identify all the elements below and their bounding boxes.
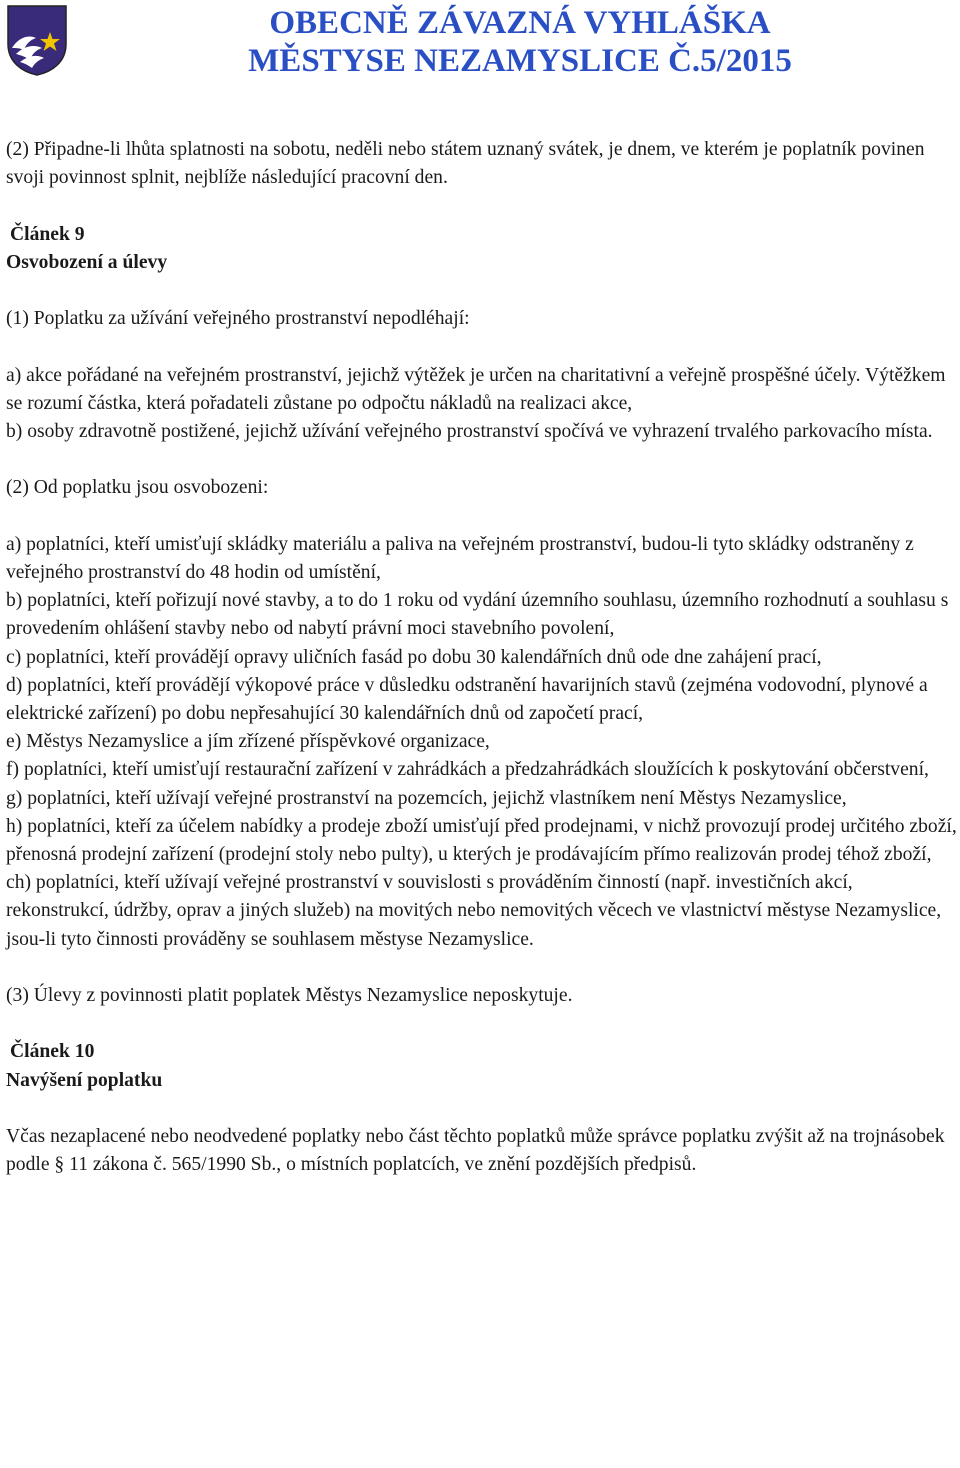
title-line-1: OBECNĚ ZÁVAZNÁ VYHLÁŠKA (269, 5, 771, 41)
list-item-art9-2f: f) poplatníci, kteří umisťují restaurační zařízení v zahrádkách a předzahrádkách sloužících k poskytování občerstvení, (6, 759, 929, 781)
paragraph-art9-3: (3) Úlevy z povinnosti platit poplatek Městys Nezamyslice neposkytuje. (6, 985, 573, 1006)
list-item-art9-2g: g) poplatníci, kteří užívají veřejné prostranství na pozemcích, jejichž vlastníkem není Městys Nezamyslice, (6, 787, 847, 809)
title-line-2: MĚSTYSE NEZAMYSLICE Č.5/2015 (248, 43, 792, 79)
paragraph-art9-1: (1) Poplatku za užívání veřejného prostranství nepodléhají: (6, 308, 470, 330)
list-item-art9-2a: a) poplatníci, kteří umisťují skládky materiálu a paliva na veřejném prostranství, budou-li tyto skládky odstraněny z veřejného prostranství do 48 hodin od umístění, (6, 533, 914, 583)
list-item-art9-2b: b) poplatníci, kteří pořizují nové stavby, a to do 1 roku od vydání územního souhlasu, územního rozhodnutí a souhlasu s provedením ohlášení stavby nebo od nabytí právní moci stavebního povolení, (6, 590, 949, 640)
document-title (160, 4, 880, 80)
document-header (0, 0, 960, 96)
list-item-art9-1a: a) akce pořádané na veřejném prostranství, jejichž výtěžek je určen na charitativní a veřejně prospěšné účely. Výtěžkem se rozumí částka, která pořadateli zůstane po odpočtu nákladů na realizaci akce, (6, 364, 946, 414)
list-item-art9-2d: d) poplatníci, kteří provádějí výkopové práce v důsledku odstranění havarijních stavů (zejména vodovodní, plynové a elektrické zařízení) po dobu nepřesahující 30 kalendářních dnů od započetí prací, (6, 674, 928, 724)
article-10-heading: Článek 10 (10, 1041, 95, 1063)
article-10-title: Navýšení poplatku (6, 1069, 163, 1091)
list-item-art9-2h: h) poplatníci, kteří za účelem nabídky a prodeje zboží umisťují před prodejnami, v nichž provozují prodej určitého zboží, přenosná prodejní zařízení (prodejní stoly nebo pulty), u kterých je prodávajícím přímo realizován prodej téhož zboží, (6, 815, 957, 865)
article-9-heading: Článek 9 (10, 223, 85, 245)
list-item-art9-1b: b) osoby zdravotně postižené, jejichž užívání veřejného prostranství spočívá ve vyhrazení trvalého parkovacího místa. (6, 420, 933, 442)
list-item-art9-2ch: ch) poplatníci, kteří užívají veřejné prostranství v souvislosti s prováděním činností (např. investičních akcí, rekonstrukcí, údržby, oprav a jiných služeb) na movitých nebo nemovitých věcech ve vlastnictví městyse Nezamyslice, jsou-li tyto činnosti prováděny se souhlasem městyse Nezamyslice. (6, 872, 942, 950)
coat-of-arms-icon (6, 4, 68, 76)
paragraph-art8-2: (2) Připadne-li lhůta splatnosti na sobotu, neděli nebo státem uznaný svátek, je dnem, ve kterém je poplatník povinen svoji povinnost splnit, nejblíže následující pracovní den. (6, 139, 925, 189)
paragraph-art9-2: (2) Od poplatku jsou osvobozeni: (6, 477, 269, 499)
paragraph-art10: Včas nezaplacené nebo neodvedené poplatky nebo část těchto poplatků může správce poplatku zvýšit až na trojnásobek podle § 11 zákona č. 565/1990 Sb., o místních poplatcích, ve znění pozdějších předpisů. (6, 1125, 945, 1176)
list-item-art9-2c: c) poplatníci, kteří provádějí opravy uličních fasád po dobu 30 kalendářních dnů ode dne zahájení prací, (6, 646, 822, 668)
list-item-art9-2e: e) Městys Nezamyslice a jím zřízené příspěvkové organizace, (6, 731, 490, 753)
document-body (6, 136, 958, 1179)
article-9-title: Osvobození a úlevy (6, 251, 168, 273)
